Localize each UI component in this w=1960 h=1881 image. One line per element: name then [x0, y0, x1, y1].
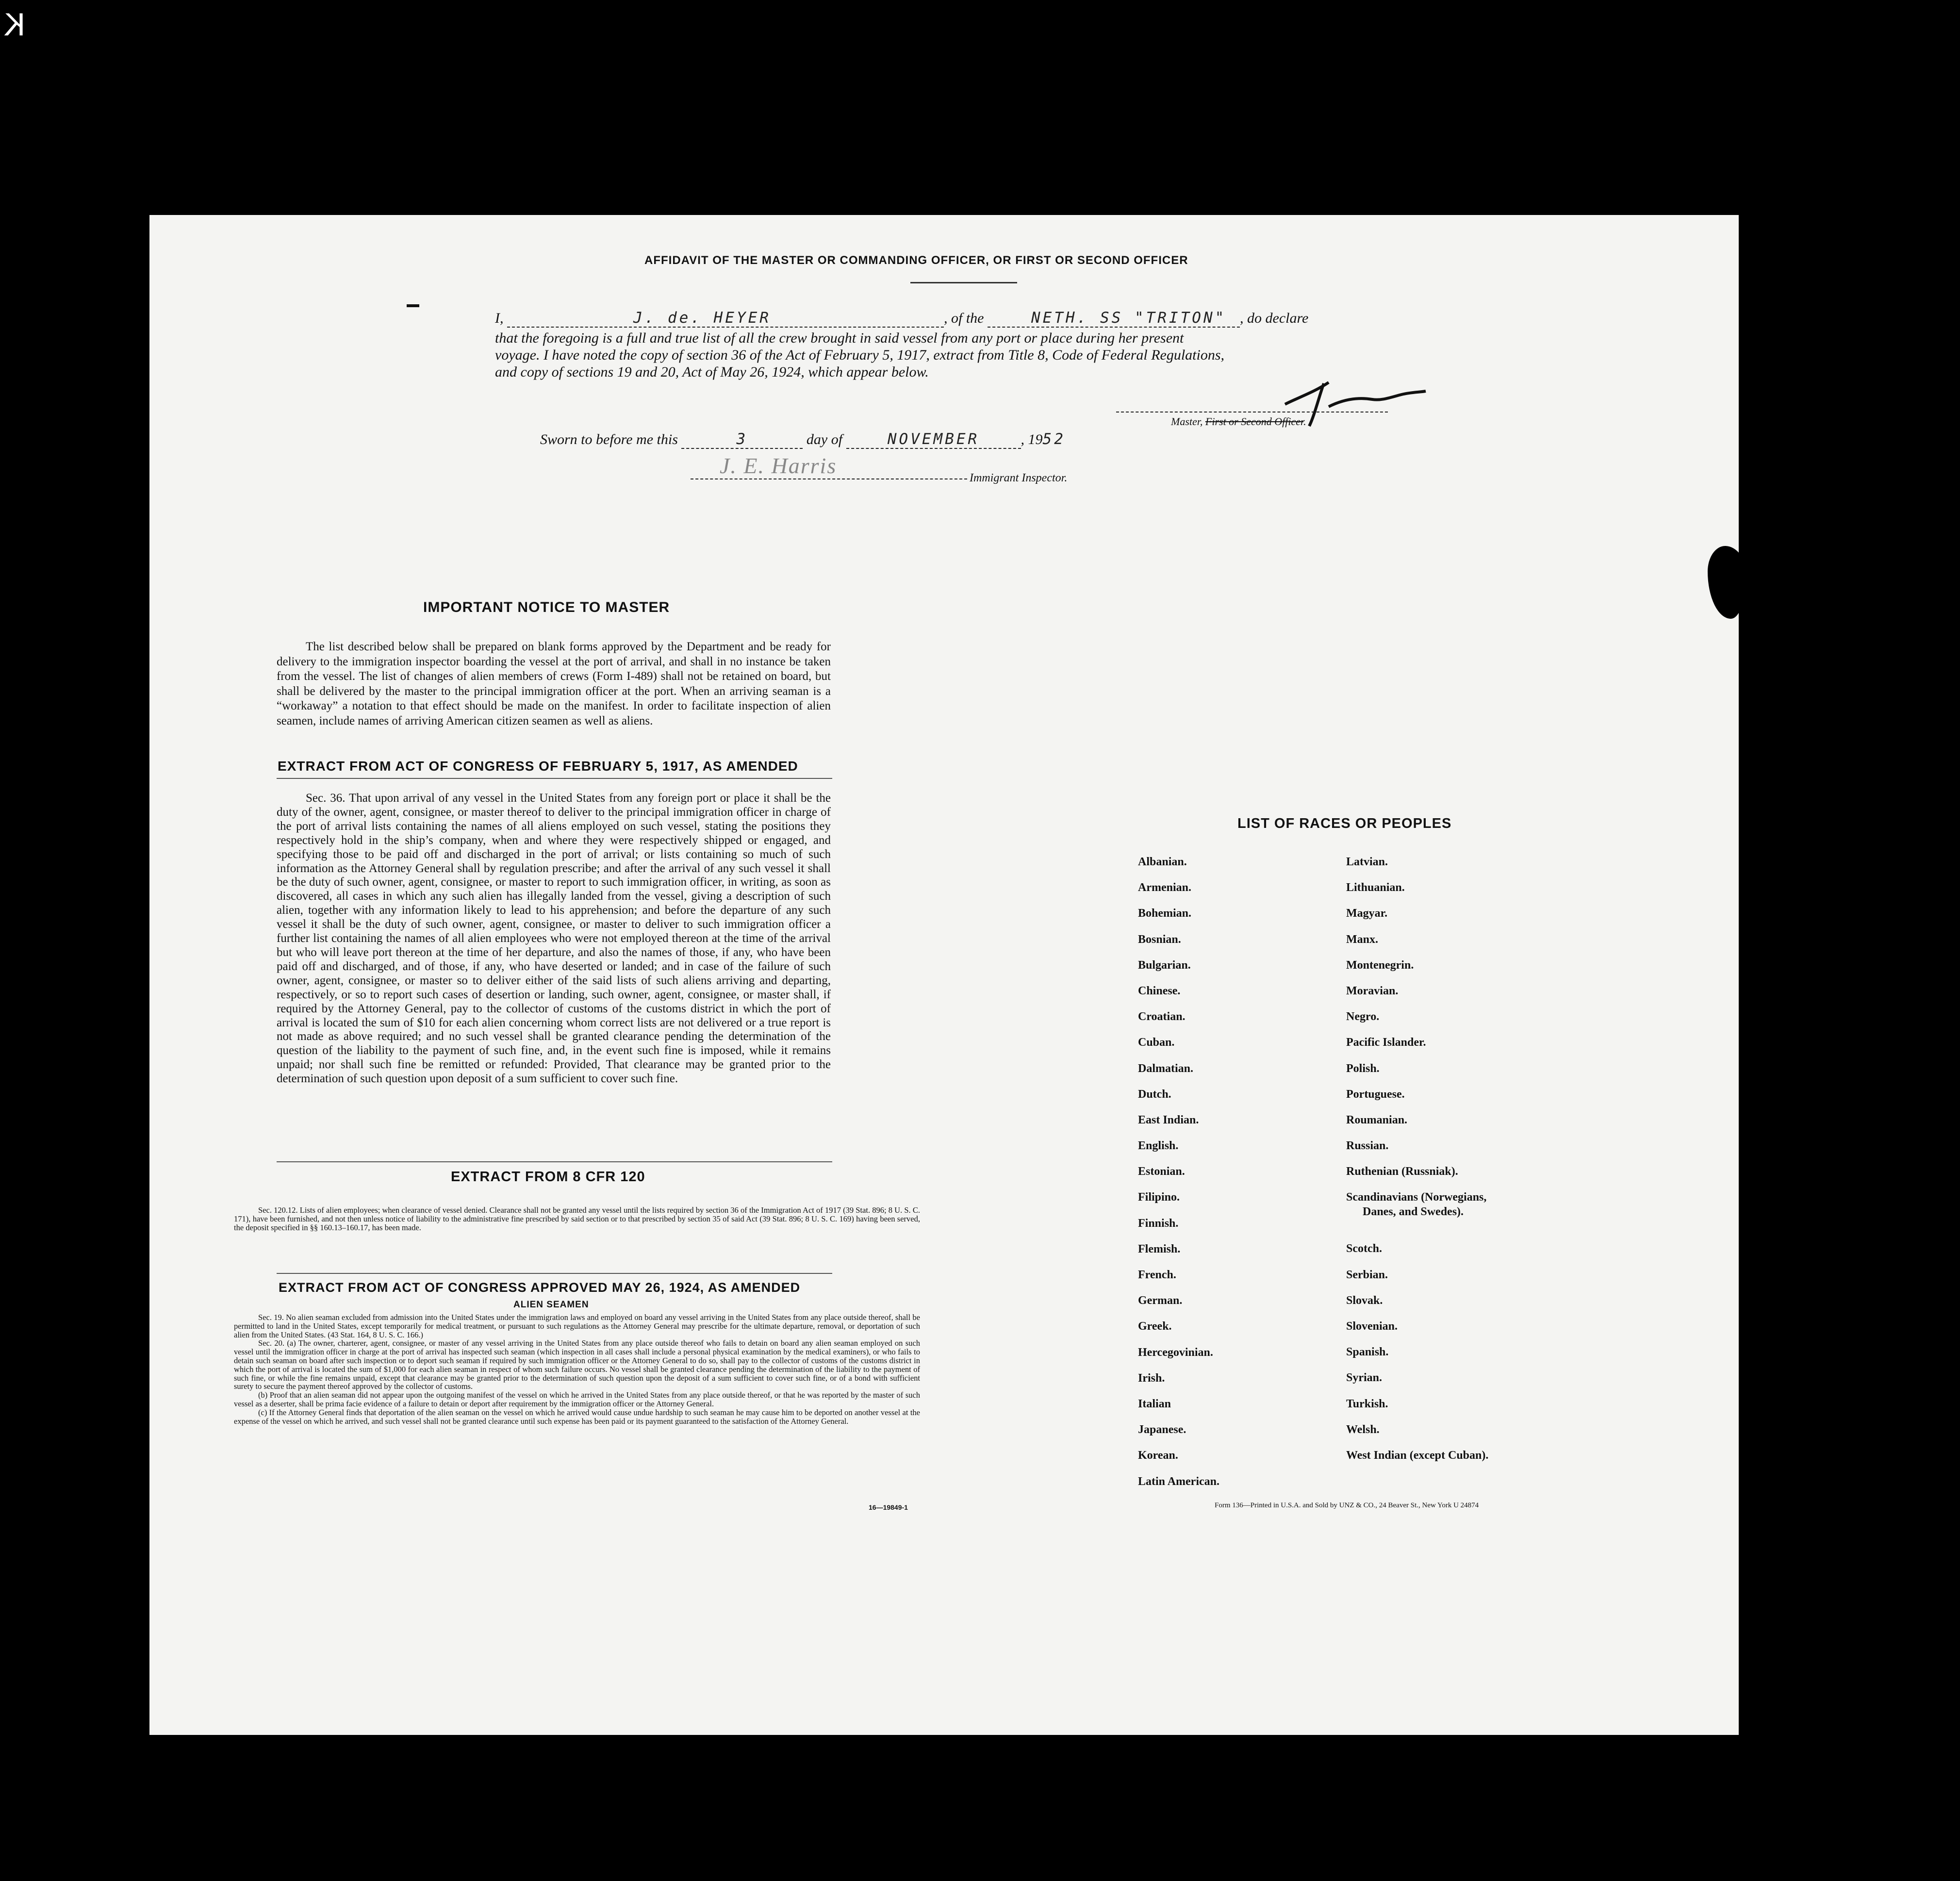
race-item: German.: [1138, 1294, 1183, 1307]
race-item: Finnish.: [1138, 1217, 1179, 1230]
race-item: Armenian.: [1138, 881, 1191, 894]
frame-corner-mark: K: [4, 6, 26, 42]
statement-line-2: voyage. I have noted the copy of section 36 of the Act of February 5, 1917, extract from Title 8, Code of Federal Regulations,: [495, 347, 1225, 363]
punch-hole: [1763, 1230, 1786, 1253]
statement-line-1: that the foregoing is a full and true list of all the crew brought in said vessel from any port or place during her present: [495, 330, 1184, 346]
race-item: Irish.: [1138, 1371, 1165, 1385]
race-item: Negro.: [1346, 1010, 1380, 1023]
master-label-struck: First or Second Officer: [1205, 415, 1304, 428]
race-item: Flemish.: [1138, 1242, 1181, 1255]
punch-hole: [1756, 649, 1779, 672]
master-label-prefix: Master,: [1171, 415, 1205, 428]
race-item: Dutch.: [1138, 1088, 1171, 1101]
race-item: Syrian.: [1346, 1371, 1383, 1385]
race-item: Polish.: [1346, 1062, 1380, 1075]
race-item: Welsh.: [1346, 1423, 1380, 1436]
race-item: Pacific Islander.: [1346, 1036, 1426, 1049]
race-item: Serbian.: [1346, 1268, 1388, 1281]
race-item: French.: [1138, 1269, 1176, 1281]
race-item: Bulgarian.: [1138, 958, 1191, 972]
race-item: Scotch.: [1346, 1242, 1382, 1255]
race-item: Albanian.: [1138, 856, 1187, 868]
race-item: Latvian.: [1346, 856, 1388, 868]
race-item: Bosnian.: [1138, 933, 1181, 946]
day-of-label: day of: [806, 431, 843, 447]
race-item: Danes, and Swedes).: [1363, 1205, 1464, 1219]
races-column-1: [1138, 856, 1219, 1501]
vessel-name: NETH. SS "TRITON": [1031, 309, 1227, 327]
race-item: English.: [1138, 1139, 1179, 1153]
race-item: Croatian.: [1138, 1010, 1186, 1023]
punch-hole: [1740, 790, 1763, 813]
printer-footer: Form 136—Printed in U.S.A. and Sold by UNZ & CO., 24 Beaver St., New York U 24874: [1215, 1502, 1479, 1509]
extract-1924-sec-19: Sec. 19. No alien seaman excluded from admission into the United States under the immigration laws and employed on board any vessel arriving in the United States from any place outside thereof, shall be permitted to land in the United States, except temporarily for medical treatment, or pursuant to such regulations as the Attorney General may prescribe for the ultimate departure, removal, or deportation of such alien from the United States. (43 Stat. 164, 8 U. S. C. 166.): [234, 1313, 920, 1339]
notice-text: [277, 640, 831, 729]
extract-1917-title: EXTRACT FROM ACT OF CONGRESS OF FEBRUARY 5, 1917, AS AMENDED: [278, 759, 798, 774]
punch-hole: [1767, 1453, 1791, 1476]
punch-hole: [1762, 1153, 1786, 1176]
extract-1924-sec-20c: (c) If the Attorney General finds that deportation of the alien seaman on the vessel on which he arrived would cause undue hardship to such seaman he may cause him to be deported on another vessel at the expense of the vessel on which he arrived, and such vessel shall not be granted clearance until such expense has been paid or its payment guaranteed to the satisfaction of the Attorney General.: [234, 1407, 920, 1426]
affidavit-declaration-line: [495, 310, 1567, 328]
inspector-label: Immigrant Inspector.: [970, 472, 1068, 484]
race-item: Montenegrin.: [1346, 958, 1414, 972]
affidavit-title: AFFIDAVIT OF THE MASTER OR COMMANDING OFFICER, OR FIRST OR SECOND OFFICER: [644, 254, 1188, 267]
race-item: Magyar.: [1346, 907, 1388, 920]
race-item: Russian.: [1346, 1139, 1389, 1153]
race-item: Japanese.: [1138, 1423, 1186, 1436]
race-item: Cuban.: [1138, 1036, 1175, 1049]
race-item: Italian: [1138, 1397, 1171, 1410]
extract-1924-title: EXTRACT FROM ACT OF CONGRESS APPROVED MAY 26, 1924, AS AMENDED: [279, 1280, 801, 1295]
sworn-year: 52: [1042, 430, 1066, 448]
race-item: Ruthenian (Russniak).: [1346, 1165, 1458, 1178]
affidavit-statement: [495, 330, 1572, 380]
extract-1924-rule: [277, 1273, 832, 1274]
notice-paragraph: The list described below shall be prepared on blank forms approved by the Department and be ready for delivery to the immigration inspector boarding the vessel at the port of arrival, and shall in no instance be taken from the vessel. The list of changes of alien members of crews (Form I-489) shall not be retained on board, but shall be delivered by the master to the principal immigration officer at the port. When an arriving seaman is a “workaway” a notation to that effect should be made on the manifest. In order to facilitate inspection of alien seamen, include names of arriving American citizen seamen as well as aliens.: [277, 640, 831, 727]
races-title: LIST OF RACES OR PEOPLES: [1237, 816, 1452, 831]
form-code: 16—19849-1: [869, 1503, 908, 1511]
race-item: Slovak.: [1346, 1294, 1383, 1307]
extract-1917-text: [277, 792, 831, 1086]
race-item: Roumanian.: [1346, 1113, 1408, 1126]
extract-1917-paragraph: Sec. 36. That upon arrival of any vessel in the United States from any foreign port or place it shall be the duty of the owner, agent, consignee, or master thereof to deliver to the principal immigration officer in charge of the port of arrival lists containing the names of all aliens employed on such vessel, stating the positions they respectively hold in the ship’s company, when and where they were respectively shipped or engaged, and specifying those to be paid off and discharged in the port of arrival; or lists containing so much of such information as the Attorney General shall by regulation prescribe; and after the arrival of any such vessel it shall be the duty of such owner, agent, consignee, or master to report to such immigration officer, in writing, as soon as discovered, all cases in which any such alien has illegally landed from the vessel, giving a description of such alien, together with any information likely to lead to his apprehension; and before the departure of any such vessel it shall be the duty of such owner, agent, consignee, or master to deliver to such immigration officer a further list containing the names of all alien employees who were not employed thereon at the time of the arrival but who will leave port thereon at the time of her departure, and also the names of those, if any, who have been paid off and discharged, and of those, if any, who have deserted or landed; and in case of the failure of such owner, agent, consignee, or master so to deliver either of the said lists of such aliens arriving and departing, respectively, or so to report such cases of desertion or landing, such owner, agent, consignee, or master shall, if required by the Attorney General, pay to the collector of customs of the customs district in which the port of arrival is located the sum of $10 for each alien concerning whom correct lists are not delivered or a true report is not made as above required; and no such vessel shall be granted clearance pending the determination of the question of the liability to the payment of such fine, and, in the event such fine is imposed, while it remains unpaid; nor shall such fine be remitted or refunded: Provided, That clearance may be granted prior to the determination of such question upon deposit of a sum sufficient to cover such fine.: [277, 792, 831, 1086]
extract-1924-subtitle: ALIEN SEAMEN: [513, 1300, 589, 1310]
sworn-label: Sworn to before me this: [540, 431, 678, 447]
prefix-i: I,: [495, 310, 504, 326]
race-item: Korean.: [1138, 1449, 1178, 1462]
extract-cfr-rule: [277, 1161, 832, 1162]
races-column-2: [1346, 856, 1488, 1475]
race-item: Turkish.: [1346, 1397, 1388, 1410]
extract-cfr-paragraph: Sec. 120.12. Lists of alien employees; when clearance of vessel denied. Clearance shall not be granted any vessel until the lists required by section 36 of the Immigration Act of 1917 (39 Stat. 896; 8 U. S. C. 171), have been furnished, and not then unless notice of liability to the administrative fine prescribed by said section or to that prescribed by section 35 of said Act (39 Stat. 896; 8 U. S. C. 169) having been served, the deposit specified in §§ 160.13–160.17, has been made.: [234, 1205, 920, 1232]
inspector-signature-line: [691, 478, 967, 479]
punch-hole: [1756, 727, 1779, 750]
sworn-line: [540, 431, 1066, 449]
inspector-signature: J. E. Harris: [720, 453, 837, 478]
master-label-suffix: .: [1303, 415, 1306, 428]
extract-cfr-title: EXTRACT FROM 8 CFR 120: [451, 1169, 645, 1185]
extract-1924-sec-20a: Sec. 20. (a) The owner, charterer, agent, consignee, or master of any vessel arriving in the United States from any place outside thereof who fails to detain on board any alien seaman employed on such vessel until the immigration officer in charge at the port of arrival has inspected such seaman (which inspection in all cases shall include a personal physical examination by the medical examiners), or who fails to detain such seaman on board after such inspection or to deport such seaman if required by such immigration officer or the Attorney General to do so, shall pay to the collector of customs of the customs district in which the port of arrival is located the sum of $1,000 for each alien seaman in respect of whom such failure occurs. No vessel shall be granted clearance pending the determination of the liability to the payment of such fine, or while the fine remains unpaid, except that clearance may be granted prior to the determination of such question upon the deposit of a sum sufficient to cover such fine, or of a bond with sufficient surety to secure the payment thereof approved by the collector of customs.: [234, 1338, 920, 1391]
statement-line-3: and copy of sections 19 and 20, Act of May 26, 1924, which appear below.: [495, 364, 929, 380]
extract-1924-sec-20b: (b) Proof that an alien seaman did not appear upon the outgoing manifest of the vessel on which he arrived in the United States from any place outside thereof, or that he was reported by the master of such vessel as a deserter, shall be prima facie evidence of a failure to detain or deport after requirement by the immigration officer or the Attorney General.: [234, 1390, 920, 1408]
punch-hole: [1754, 351, 1777, 375]
race-item: Estonian.: [1138, 1165, 1185, 1178]
race-item: Manx.: [1346, 933, 1378, 946]
race-item: Portuguese.: [1346, 1088, 1405, 1101]
master-name: J. de. HEYER: [633, 309, 771, 327]
race-item: Hercegovinian.: [1138, 1346, 1213, 1359]
race-item: Dalmatian.: [1138, 1062, 1193, 1075]
race-item: Moravian.: [1346, 984, 1399, 997]
race-item: Greek.: [1138, 1320, 1172, 1333]
race-item: Scandinavians (Norwegians,: [1346, 1191, 1487, 1204]
title-rule: [910, 282, 1017, 283]
race-item: Spanish.: [1346, 1346, 1389, 1359]
of-the-label: , of the: [944, 310, 984, 326]
race-item: East Indian.: [1138, 1113, 1199, 1126]
race-item: Slovenian.: [1346, 1320, 1398, 1333]
year-prefix: , 19: [1021, 431, 1043, 447]
do-declare-label: , do declare: [1240, 310, 1309, 326]
extract-cfr-text: [234, 1206, 920, 1232]
race-item: Chinese.: [1138, 984, 1181, 997]
sworn-day: 3: [736, 430, 748, 448]
race-item: Lithuanian.: [1346, 881, 1405, 894]
punch-hole: [1767, 1526, 1791, 1550]
extract-1924-text: [234, 1313, 920, 1425]
race-item: Filipino.: [1138, 1191, 1180, 1204]
punch-hole: [1755, 422, 1778, 446]
master-label: [1171, 413, 1306, 430]
form-page: [149, 215, 1739, 1735]
sworn-month: NOVEMBER: [887, 430, 980, 448]
declaration-dash: [407, 304, 419, 307]
race-item: West Indian (except Cuban).: [1346, 1449, 1489, 1462]
race-item: Bohemian.: [1138, 907, 1192, 920]
extract-1917-rule: [277, 778, 832, 779]
race-item: Latin American.: [1138, 1475, 1219, 1488]
notice-title: IMPORTANT NOTICE TO MASTER: [423, 599, 670, 615]
